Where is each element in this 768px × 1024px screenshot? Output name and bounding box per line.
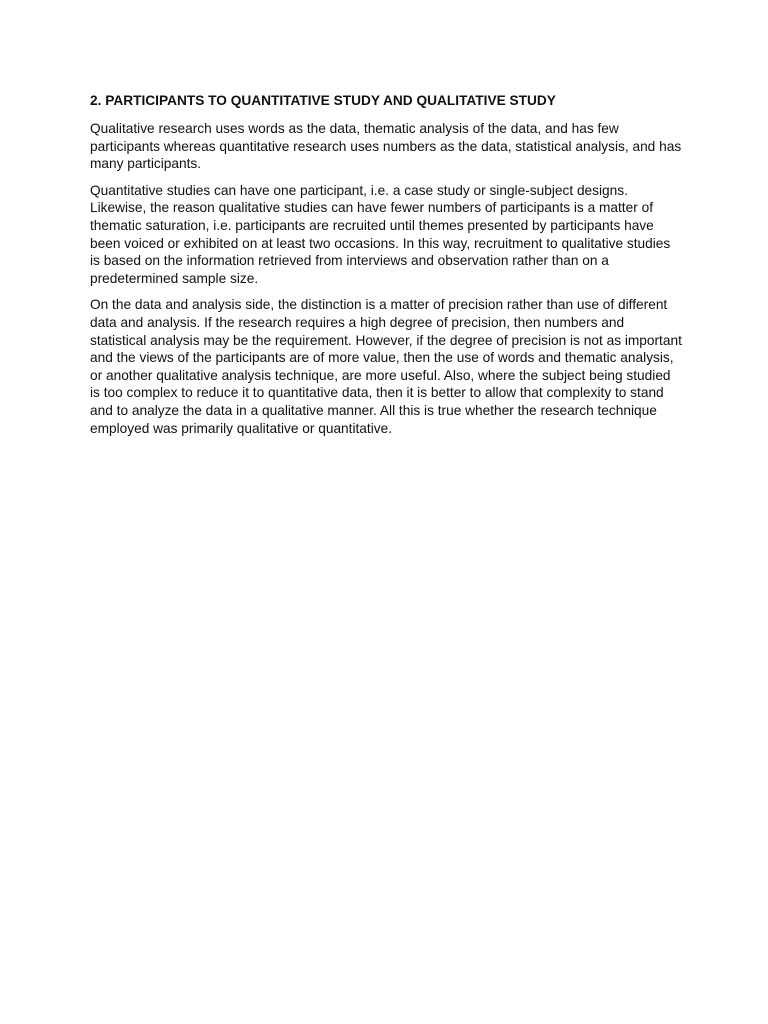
section-heading: 2. PARTICIPANTS TO QUANTITATIVE STUDY AND QUALITATIVE STUDY xyxy=(90,93,556,108)
paragraph-3: On the data and analysis side, the distinction is a matter of precision rather than use of different data and analysis. If the research requires a high degree of precision, then numbers and statistical analysis may be the requirement. However, if the degree of precision is not as important and the views of the participants are of more value, then the use of words and thematic analysis, or another qualitative analysis technique, are more useful. Also, where the subject being studied is too complex to reduce it to quantitative data, then it is better to allow that complexity to stand and to analyze the data in a qualitative manner. All this is true whether the research technique employed was primarily qualitative or quantitative. xyxy=(90,297,682,436)
document-body xyxy=(90,92,682,446)
paragraph-1: Qualitative research uses words as the data, thematic analysis of the data, and has few participants whereas quantitative research uses numbers as the data, statistical analysis, and has many participants. xyxy=(90,121,682,172)
paragraph-2: Quantitative studies can have one participant, i.e. a case study or single-subject designs. Likewise, the reason qualitative studies can have fewer numbers of participants is a matter of thematic saturation, i.e. participants are recruited until themes presented by participants have been voiced or exhibited on at least two occasions. In this way, recruitment to qualitative studies is based on the information retrieved from interviews and observation rather than on a predetermined sample size. xyxy=(90,182,671,286)
